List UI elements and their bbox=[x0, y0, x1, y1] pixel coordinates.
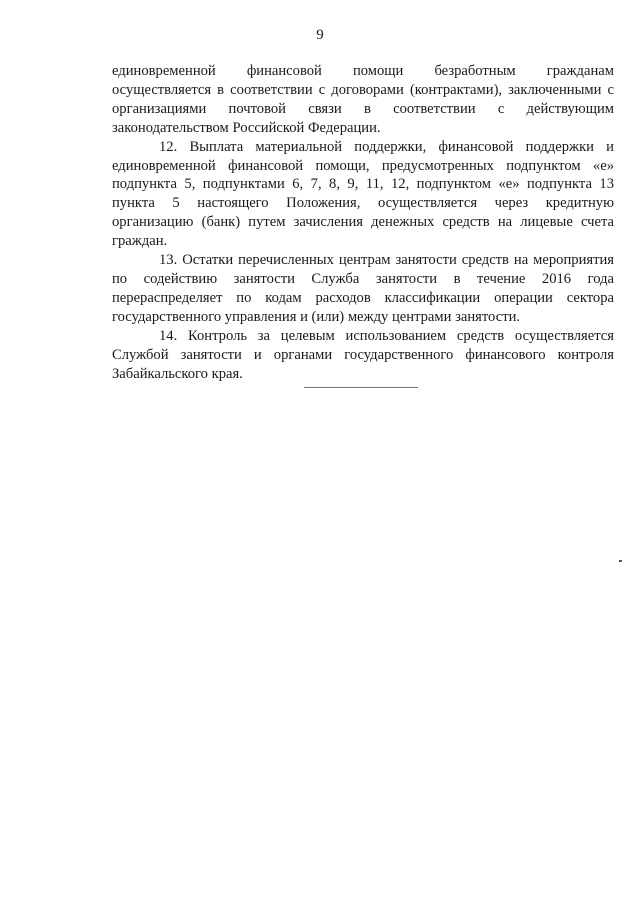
paragraph-continuation bbox=[112, 62, 614, 138]
text-line: 14. Контроль за целевым использованием средств осуществляется bbox=[159, 327, 614, 344]
paragraph-item-13 bbox=[112, 251, 614, 327]
text-line: Забайкальского края. bbox=[112, 365, 243, 382]
text-line: законодательством Российской Федерации. bbox=[112, 119, 381, 136]
end-divider-line bbox=[304, 387, 418, 388]
text-line: по содействию занятости Служба занятости в течение 2016 года bbox=[112, 270, 614, 287]
text-line: граждан. bbox=[112, 233, 168, 250]
paragraph-item-12 bbox=[112, 138, 614, 251]
text-line: организацию (банк) путем зачисления денежных средств на лицевые счета bbox=[112, 214, 614, 231]
text-line: единовременной финансовой помощи, предусмотренных подпунктом «е» bbox=[112, 157, 614, 174]
text-line: единовременной финансовой помощи безработным гражданам bbox=[112, 63, 614, 79]
text-line: перераспределяет по кодам расходов классификации операции сектора bbox=[112, 289, 614, 306]
text-line: организациями почтовой связи в соответствии с действующим bbox=[112, 100, 614, 117]
text-line: Службой занятости и органами государственного финансового контроля bbox=[112, 346, 614, 363]
scan-artifact-dot bbox=[619, 560, 622, 562]
text-line: подпункта 5, подпунктами 6, 7, 8, 9, 11, 12, подпунктом «е» подпункта 13 bbox=[112, 176, 614, 193]
text-line: пункта 5 настоящего Положения, осуществляется через кредитную bbox=[112, 195, 614, 212]
text-line: осуществляется в соответствии с договорами (контрактами), заключенными с bbox=[112, 81, 614, 98]
document-body bbox=[112, 62, 614, 383]
text-line: 13. Остатки перечисленных центрам занятости средств на мероприятия bbox=[159, 252, 614, 269]
page-number: 9 bbox=[316, 27, 324, 43]
paragraph-item-14 bbox=[112, 327, 614, 384]
text-line: государственного управления и (или) между центрами занятости. bbox=[112, 308, 521, 325]
text-line: 12. Выплата материальной поддержки, финансовой поддержки и bbox=[159, 138, 614, 155]
